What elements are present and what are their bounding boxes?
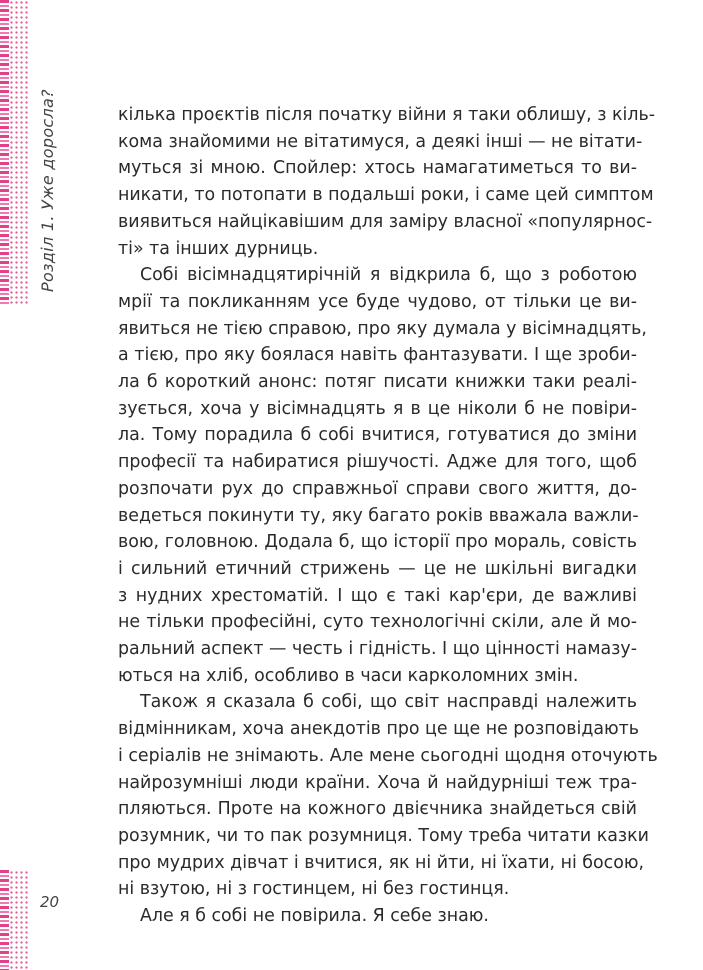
- text-line: ла б короткий анонс: потяг писати книжки таки реалі-: [118, 372, 637, 393]
- text-line: зується, хоча у вісімнадцять я в це ніколи б не повіри-: [118, 398, 637, 419]
- text-line: Але я б собі не повірила. Я себе знаю.: [140, 906, 489, 927]
- text-line: пляються. Проте на кожного двієчника знайдеться свій: [118, 799, 637, 820]
- text-line: ведеться покинути ту, яку багато років вважала важли-: [118, 505, 639, 526]
- text-line: ні взутою, ні з гостинцем, ні без гостинця.: [118, 879, 510, 900]
- text-line: і сильний етичний стрижень — це не шкільні вигадки: [118, 558, 637, 579]
- text-line: кілька проєктів після початку війни я таки облишу, з кіль-: [118, 105, 655, 125]
- page-body: [118, 102, 658, 930]
- text-line: Також я сказала б собі, що світ насправді належить: [140, 692, 637, 713]
- text-line: не тільки професійні, суто технологічні скіли, але й мо-: [118, 612, 637, 633]
- text-line: з нудних хрестоматій. І що є такі кар'єри, де важливі: [118, 585, 637, 606]
- paragraph: [118, 903, 637, 930]
- text-line: і серіалів не знімають. Але мене сьогодні щодня оточують: [118, 745, 658, 766]
- text-line: розумник, чи то пак розумниця. Тому треба читати казки: [118, 825, 649, 846]
- text-line: вою, головною. Додала б, що історії про мораль, совість: [118, 532, 637, 553]
- running-header: Розділ 1. Уже доросла?: [38, 89, 57, 292]
- text-line: муться зі мною. Спойлер: хтось намагатиметься то ви-: [118, 158, 637, 179]
- paragraph: [118, 262, 647, 689]
- paragraph: [118, 689, 658, 903]
- decorative-edge-bottom: [0, 870, 9, 970]
- text-line: про мудрих дівчат і вчитися, як ні йти, ні їхати, ні босою,: [118, 852, 645, 873]
- page-number: 20: [40, 893, 60, 911]
- text-line: відмінникам, хоча анекдотів про це ще не розповідають: [118, 719, 640, 740]
- text-line: розпочати рух до справжньої справи свого життя, до-: [118, 478, 637, 499]
- text-line: виявиться найцікавішим для заміру власної «популярнос-: [118, 211, 653, 232]
- text-line: ються на хліб, особливо в часи карколомних змін.: [118, 665, 579, 686]
- text-line: явиться не тією справою, про яку думала у вісімнадцять,: [118, 318, 647, 339]
- text-line: ральний аспект — честь і гідність. І що цінності намазу-: [118, 639, 637, 660]
- text-line: ті» та інших дурниць.: [118, 238, 319, 259]
- text-line: а тією, про яку боялася навіть фантазувати. І ще зроби-: [118, 345, 637, 366]
- text-line: ла. Тому порадила б собі вчитися, готуватися до зміни: [118, 425, 637, 446]
- text-line: найрозумніші люди країни. Хоча й найдурніші теж тра-: [118, 772, 637, 793]
- decorative-edge-top: [0, 0, 9, 305]
- paragraph: [118, 102, 655, 262]
- text-line: професії та набиратися рішучості. Адже для того, щоб: [118, 452, 637, 473]
- text-line: кома знайомими не вітатимуся, а деякі інші — не вітати-: [118, 131, 643, 152]
- text-line: мрії та покликанням усе буде чудово, от тільки це ви-: [118, 291, 637, 312]
- text-line: Собі вісімнадцятирічній я відкрила б, що з роботою: [140, 265, 637, 286]
- text-line: никати, то потопати в подальші роки, і саме цей симптом: [118, 185, 654, 206]
